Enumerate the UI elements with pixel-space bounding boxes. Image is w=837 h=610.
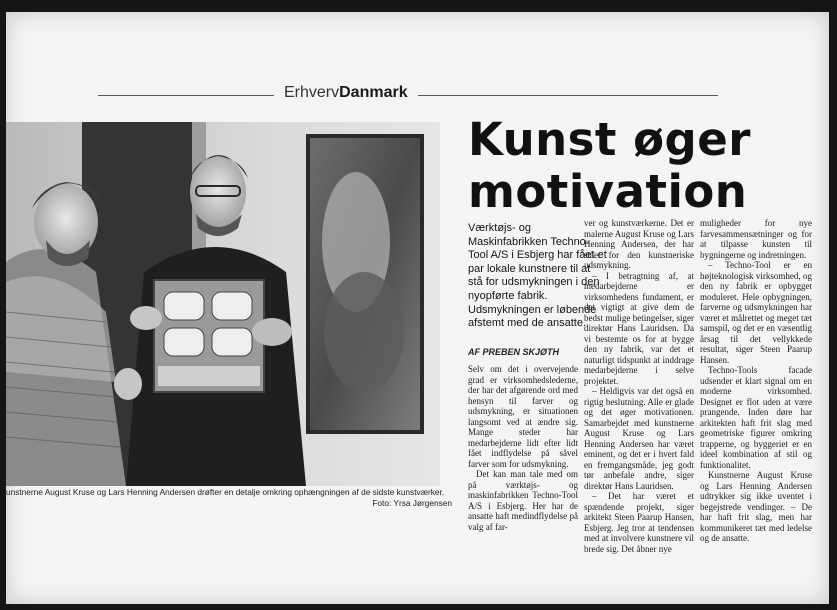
headline [468, 114, 798, 218]
section-prefix: Erhverv [284, 84, 340, 101]
article-column-2 [584, 218, 694, 554]
lead-paragraph: Værktøjs- og Maskinfabrikken Techno-Tool A/S i Esbjerg har fået et par lokale kunstnere til at stå for udsmykningen i den nyopførte fabrik. Udsmykningen er løbende afstemt med de ansatte. [468, 222, 607, 330]
paragraph: ver og kunstværkerne. Det er malerne August Kruse og Lars Henning Andersen, der har stået for den kunstneriske udsmykning. [584, 218, 694, 270]
article-column-3 [700, 218, 812, 544]
article-photo [6, 122, 440, 486]
section-rule-left [98, 95, 274, 96]
article-column-1 [468, 364, 578, 532]
byline: AF PREBEN SKJØTH [468, 347, 560, 357]
paragraph: Kunstnerne August Kruse og Lars Henning Andersen udtrykker sig ikke uventet i begejstrede vendinger. – De har haft frit slag, men har kommunikeret tæt med ledelse og de ansatte. [700, 470, 812, 543]
section-rule-right [418, 95, 718, 96]
paragraph: Det kan man tale med om på værktøjs- og maskinfabrikken Techno-Tool A/S i Esbjerg. Her har de ansatte haft medindflydelse på valg af far- [468, 469, 578, 532]
photo-caption [6, 487, 460, 509]
section-header [98, 84, 718, 106]
paragraph: Techno-Tools facade udsender et klart signal om en moderne virksomhed. Designet er flot uden at være prangende. Inden døre har arkitekten haft frit slag med geometriske figurer omkring trapperne, og byggeriet er en ideel kombination af stil og funktionalitet. [700, 365, 812, 470]
paragraph: – Heldigvis var det også en rigtig beslutning. Alle er glade og det øger motivationen. Samarbejdet med kunstnerne August Kruse og Lars Henning Andersen har været eminent, og det er i hvert fald en fremgangsmåde, jeg godt tør anbefale andre, siger direktør Hans Lauridsen. [584, 386, 694, 491]
headline-line-2: motivation [468, 165, 748, 218]
paragraph: – Det har været et spændende projekt, siger arkitekt Steen Paarup Hansen, Esbjerg. Jeg tror at tendensen med at involvere kunstnere vil brede sig. Det åbner nye [584, 491, 694, 554]
photo-credit: Foto: Yrsa Jørgensen [372, 498, 452, 508]
paragraph: Selv om det i overvejende grad er virksomhedslederne, der har det afgørende ord med hensyn til farver og udsmykning, er situationen langsomt ved at ændre sig. Mange steder har medarbejderne lidt efter lidt fået indflydelse på såvel farver som for udsmykning. [468, 364, 578, 469]
paragraph: – Techno-Tool er en højteknologisk virksomhed, og den ny fabrik er opbygget moduleret. Hele opbygningen, farverne og udsmykningen har været et målrettet og meget tæt samspil, og det er en væsentlig årsag til det vellykkede resultat, siger Steen Paarup Hansen. [700, 260, 812, 365]
section-title: Danmark [339, 84, 408, 101]
caption-text: unstnerne August Kruse og Lars Henning Andersen drøfter en detalje omkring ophængningen af de sidste kunstværker. [6, 487, 445, 497]
paragraph: – I betragtning af, at medarbejderne er virksomhedens fundament, er det vigtigt at give dem de bedst mulige betingelser, siger direktør Hans Lauridsen. Da vi bestemte os for at bygge den ny fabrik, var det et naturligt tidspunkt at inddrage medarbejderne i selve projektet. [584, 270, 694, 386]
headline-line-1: Kunst øger [468, 113, 751, 166]
newspaper-clipping [6, 12, 829, 604]
section-name [284, 84, 414, 102]
photo-image [6, 122, 440, 486]
paragraph: muligheder for nye farvesammensætninger og for at tilpasse kunsten til bygningerne og indretningen. [700, 218, 812, 260]
